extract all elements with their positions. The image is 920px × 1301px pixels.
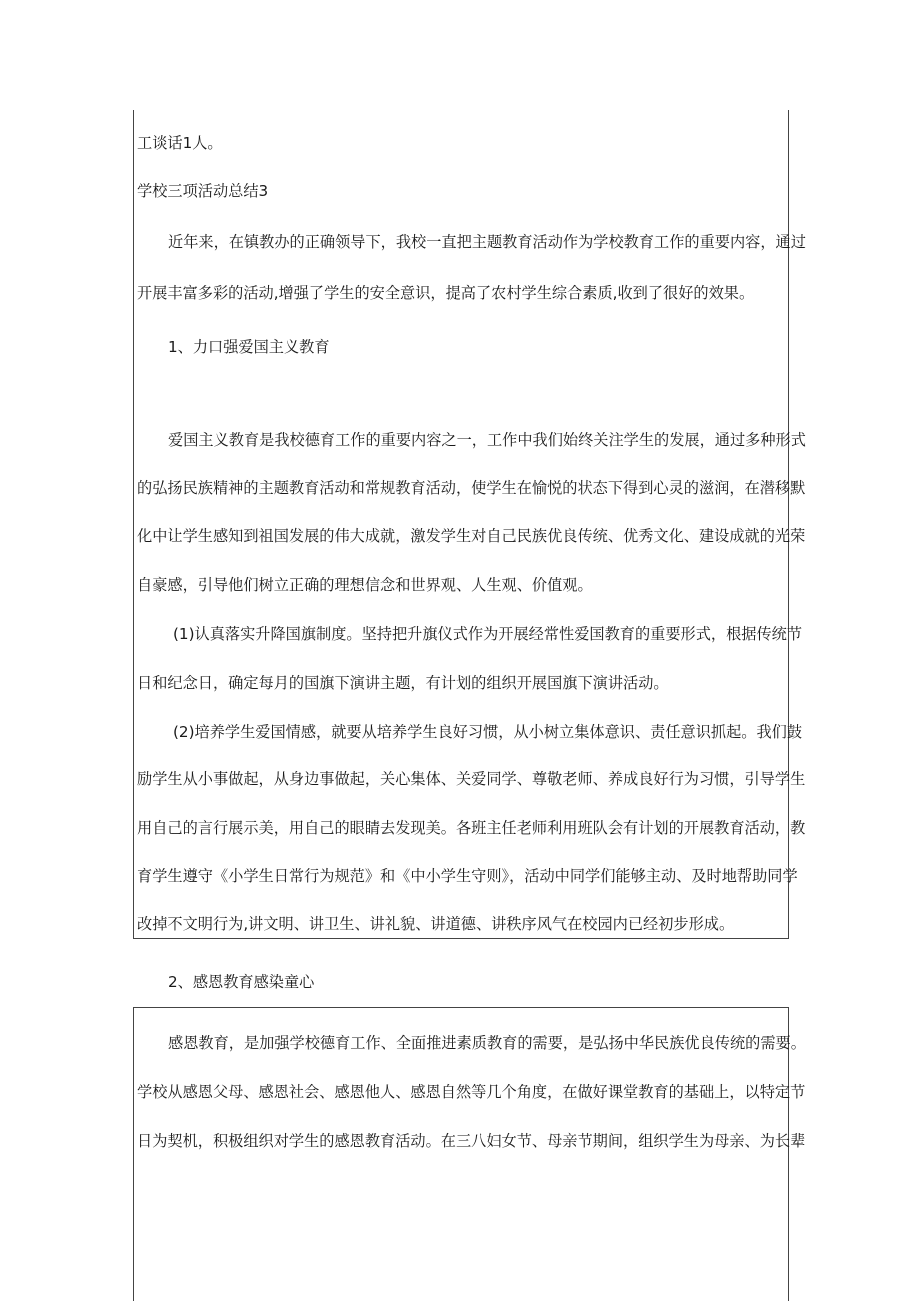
item1-title: 1、力口强爱国主义教育	[168, 338, 330, 356]
document-heading: 学校三项活动总结3	[137, 182, 269, 200]
sub2-line-4: 育学生遵守《小学生日常行为规范》和《中小学生守则》，活动中同学们能够主动、及时地帮助同学	[137, 867, 798, 885]
sub2-line-2: 励学生从小事做起，从身边事做起，关心集体、关爱同学、尊敬老师、养成良好行为习惯，引导学生	[137, 770, 806, 788]
item1-line-3: 化中让学生感知到祖国发展的伟大成就，激发学生对自己民族优良传统、优秀文化、建设成就的光荣	[137, 527, 806, 545]
intro-line-2: 开展丰富多彩的活动,增强了学生的安全意识，提高了农村学生综合素质,收到了很好的效果。	[137, 284, 755, 302]
sub2-line-1: (2)培养学生爱国情感，就要从培养学生良好习惯，从小树立集体意识、责任意识抓起。我们鼓	[173, 723, 803, 741]
item1-line-2: 的弘扬民族精神的主题教育活动和常规教育活动，使学生在愉悦的状态下得到心灵的滋润，在潜移默	[137, 479, 806, 497]
item1-line-4: 自豪感，引导他们树立正确的理想信念和世界观、人生观、价值观。	[137, 576, 593, 594]
item2-title: 2、感恩教育感染童心	[168, 973, 315, 991]
item2-line-3: 日为契机，积极组织对学生的感恩教育活动。在三八妇女节、母亲节期间，组织学生为母亲、为长辈	[137, 1132, 806, 1150]
sub2-line-5: 改掉不文明行为,讲文明、讲卫生、讲礼貌、讲道德、讲秩序风气在校园内已经初步形成。	[137, 915, 735, 933]
intro-line-1: 近年来，在镇教办的正确领导下，我校一直把主题教育活动作为学校教育工作的重要内容，通过	[168, 233, 806, 251]
sub1-line-1: (1)认真落实升降国旗制度。坚持把升旗仪式作为开展经常性爱国教育的重要形式，根据传统节	[173, 625, 803, 643]
item2-line-1: 感恩教育，是加强学校德育工作、全面推进素质教育的需要，是弘扬中华民族优良传统的需要。	[168, 1034, 806, 1052]
item1-line-1: 爱国主义教育是我校德育工作的重要内容之一，工作中我们始终关注学生的发展，通过多种形式	[168, 431, 806, 449]
item2-line-2: 学校从感恩父母、感恩社会、感恩他人、感恩自然等几个角度，在做好课堂教育的基础上，以特定节	[137, 1083, 806, 1101]
sub2-line-3: 用自己的言行展示美，用自己的眼睛去发现美。各班主任老师利用班队会有计划的开展教育活动，教	[137, 819, 806, 837]
previous-section-tail: 工谈话1人。	[137, 134, 223, 152]
sub1-line-2: 日和纪念日，确定每月的国旗下演讲主题，有计划的组织开展国旗下演讲活动。	[137, 674, 669, 692]
